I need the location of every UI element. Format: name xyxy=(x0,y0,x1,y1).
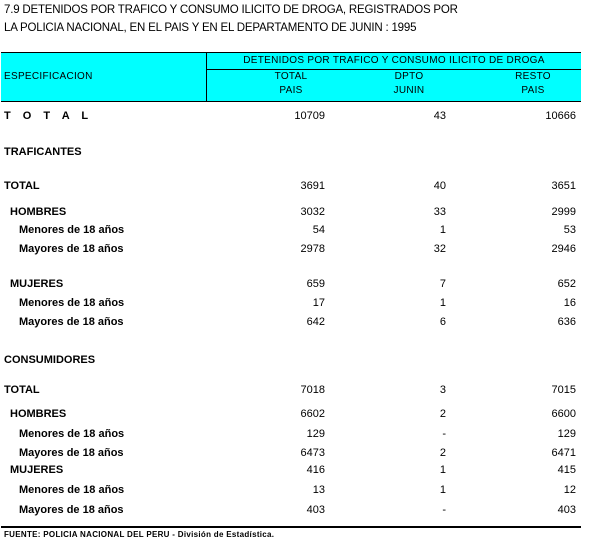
cell-resto-pais: 129 xyxy=(557,428,576,440)
cell-total-pais: 10709 xyxy=(294,110,325,122)
row-label: MUJERES xyxy=(10,278,64,290)
row-label: Menores de 18 años xyxy=(19,428,125,440)
table-row xyxy=(0,294,581,312)
cell-total-pais: 13 xyxy=(312,484,325,496)
cell-resto-pais: 10666 xyxy=(545,110,576,122)
row-label: Menores de 18 años xyxy=(19,224,125,236)
cell-resto-pais: 16 xyxy=(563,297,576,309)
table-title xyxy=(4,1,458,37)
header-spec: ESPECIFICACION xyxy=(4,71,93,82)
header-col-resto-line2: PAIS xyxy=(521,85,545,96)
table-header xyxy=(1,52,581,102)
cell-junin: 2 xyxy=(439,447,446,459)
cell-junin: 43 xyxy=(433,110,446,122)
header-col-junin xyxy=(369,70,449,98)
cell-total-pais: 129 xyxy=(306,428,325,440)
header-col-junin-line2: JUNIN xyxy=(393,85,425,96)
table-row xyxy=(0,381,581,399)
row-label: TOTAL xyxy=(4,180,40,192)
cell-junin: 3 xyxy=(439,384,446,396)
cell-junin: 33 xyxy=(433,206,446,218)
table-row xyxy=(0,221,581,239)
table-row xyxy=(0,501,581,519)
cell-junin: 1 xyxy=(439,297,446,309)
cell-total-pais: 7018 xyxy=(300,384,325,396)
table-row xyxy=(0,444,581,462)
table-row xyxy=(0,177,581,195)
cell-total-pais: 6602 xyxy=(300,408,325,420)
cell-resto-pais: 7015 xyxy=(551,384,576,396)
cell-total-pais: 54 xyxy=(312,224,325,236)
cell-total-pais: 3032 xyxy=(300,206,325,218)
cell-junin: - xyxy=(442,428,446,440)
cell-junin: 2 xyxy=(439,408,446,420)
section-header-traficantes xyxy=(0,143,581,161)
row-label: TRAFICANTES xyxy=(4,146,82,158)
table-row xyxy=(0,275,581,293)
cell-resto-pais: 6471 xyxy=(551,447,576,459)
cell-total-pais: 416 xyxy=(306,464,325,476)
row-label: T O T A L xyxy=(4,110,93,122)
cell-resto-pais: 2999 xyxy=(551,206,576,218)
cell-resto-pais: 3651 xyxy=(551,180,576,192)
cell-total-pais: 3691 xyxy=(300,180,325,192)
table-row xyxy=(0,107,581,125)
header-col-junin-line1: DPTO xyxy=(394,71,424,82)
cell-resto-pais: 403 xyxy=(557,504,576,516)
cell-resto-pais: 6600 xyxy=(551,408,576,420)
cell-junin: 40 xyxy=(433,180,446,192)
header-col-total-line1: TOTAL xyxy=(274,71,308,82)
cell-total-pais: 403 xyxy=(306,504,325,516)
cell-resto-pais: 2946 xyxy=(551,243,576,255)
row-label: Menores de 18 años xyxy=(19,484,125,496)
table-row xyxy=(0,313,581,331)
row-label: MUJERES xyxy=(10,464,64,476)
section-header-consumidores xyxy=(0,351,581,369)
table-row xyxy=(0,481,581,499)
cell-total-pais: 2978 xyxy=(300,243,325,255)
cell-junin: 32 xyxy=(433,243,446,255)
cell-total-pais: 659 xyxy=(306,278,325,290)
row-label: Mayores de 18 años xyxy=(19,316,124,328)
header-group: DETENIDOS POR TRAFICO Y CONSUMO ILICITO DE DROGA xyxy=(243,55,545,66)
cell-resto-pais: 636 xyxy=(557,316,576,328)
cell-junin: 7 xyxy=(439,278,446,290)
table-row xyxy=(0,240,581,258)
cell-resto-pais: 652 xyxy=(557,278,576,290)
cell-total-pais: 6473 xyxy=(300,447,325,459)
cell-junin: 1 xyxy=(439,224,446,236)
row-label: CONSUMIDORES xyxy=(4,354,96,366)
row-label: TOTAL xyxy=(4,384,40,396)
cell-resto-pais: 415 xyxy=(557,464,576,476)
row-label: HOMBRES xyxy=(10,408,67,420)
row-label: Mayores de 18 años xyxy=(19,447,124,459)
table-row xyxy=(0,425,581,443)
cell-resto-pais: 53 xyxy=(563,224,576,236)
row-label: Menores de 18 años xyxy=(19,297,125,309)
cell-total-pais: 17 xyxy=(312,297,325,309)
title-line-1: 7.9 DETENIDOS POR TRAFICO Y CONSUMO ILICITO DE DROGA, REGISTRADOS POR xyxy=(4,4,458,16)
table-row xyxy=(0,461,581,479)
table-row xyxy=(0,405,581,423)
header-col-total-pais xyxy=(251,70,331,98)
cell-total-pais: 642 xyxy=(306,316,325,328)
row-label: Mayores de 18 años xyxy=(19,243,124,255)
title-line-2: LA POLICIA NACIONAL, EN EL PAIS Y EN EL DEPARTAMENTO DE JUNIN : 1995 xyxy=(4,22,417,34)
cell-resto-pais: 12 xyxy=(563,484,576,496)
cell-junin: - xyxy=(442,504,446,516)
cell-junin: 1 xyxy=(439,484,446,496)
row-label: HOMBRES xyxy=(10,206,67,218)
row-label: Mayores de 18 años xyxy=(19,504,124,516)
table-row xyxy=(0,203,581,221)
cell-junin: 6 xyxy=(439,316,446,328)
cell-junin: 1 xyxy=(439,464,446,476)
footer-rule xyxy=(1,526,581,528)
header-col-resto xyxy=(493,70,573,98)
header-col-total-line2: PAIS xyxy=(279,85,303,96)
source-note: FUENTE: POLICIA NACIONAL DEL PERU - División de Estadística. xyxy=(4,530,275,539)
header-col-resto-line1: RESTO xyxy=(515,71,551,82)
